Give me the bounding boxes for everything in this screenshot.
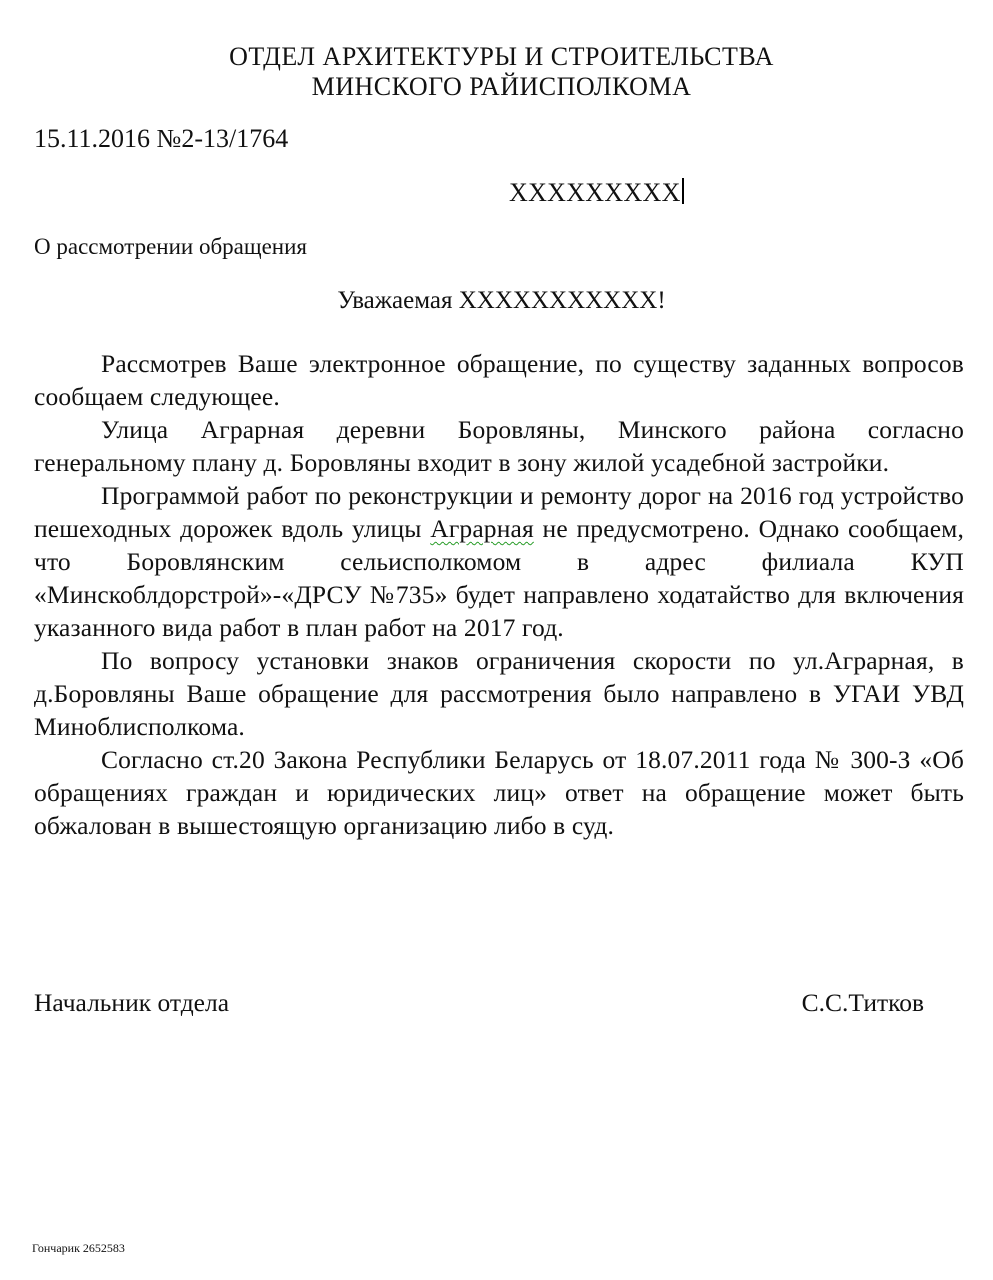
letterhead-line-2: МИНСКОГО РАЙИСПОЛКОМА bbox=[311, 72, 692, 101]
paragraph-3-part-1: Программой работ по реконструкции и ремонту дорог на 2016 год устройство пешеходных дорожек вдоль улицы bbox=[34, 481, 964, 543]
paragraph-1: Рассмотрев Ваше электронное обращение, по существу заданных вопросов сообщаем следующее. bbox=[34, 349, 964, 411]
paragraph-5: Согласно ст.20 Закона Республики Беларусь от 18.07.2011 года № 300-З «Об обращениях граждан и юридических лиц» ответ на обращение может быть обжалован в вышестоящую организацию либо в суд. bbox=[34, 745, 964, 840]
subject-line: О рассмотрении обращения bbox=[34, 234, 307, 259]
signer-name: С.С.Титков bbox=[801, 988, 924, 1017]
spellcheck-flagged-word[interactable]: Аграрная bbox=[430, 514, 534, 543]
letterhead bbox=[0, 42, 993, 102]
addressee-text: XXXXXXXXX bbox=[509, 178, 681, 207]
letter-body bbox=[34, 347, 964, 842]
letterhead-line-1: ОТДЕЛ АРХИТЕКТУРЫ И СТРОИТЕЛЬСТВА bbox=[229, 42, 774, 71]
paragraph-3-part-2: не предусмотрено. Однако сообщаем, что Боровлянским сельисполкомом в адрес филиала КУП «Минскоблдорстрой»-«ДРСУ №735» будет направлено ходатайство для включения указанного вида работ в план работ на 2017 год. bbox=[34, 514, 964, 642]
signer-position: Начальник отдела bbox=[34, 988, 230, 1017]
date-and-number: 15.11.2016 №2-13/1764 bbox=[34, 124, 289, 153]
paragraph-4: По вопросу установки знаков ограничения скорости по ул.Аграрная, в д.Боровляны Ваше обращение для рассмотрения было направлено в УГАИ УВД Миноблисполкома. bbox=[34, 646, 964, 741]
executor-note: Гончарик 2652583 bbox=[32, 1241, 125, 1255]
addressee-block[interactable] bbox=[509, 178, 684, 208]
paragraph-3 bbox=[34, 479, 964, 644]
text-cursor bbox=[682, 178, 684, 204]
paragraph-2: Улица Аграрная деревни Боровляны, Минского района согласно генеральному плану д. Боровляны входит в зону жилой усадебной застройки. bbox=[34, 415, 964, 477]
greeting: Уважаемая XXXXXXXXXXX! bbox=[337, 287, 666, 314]
